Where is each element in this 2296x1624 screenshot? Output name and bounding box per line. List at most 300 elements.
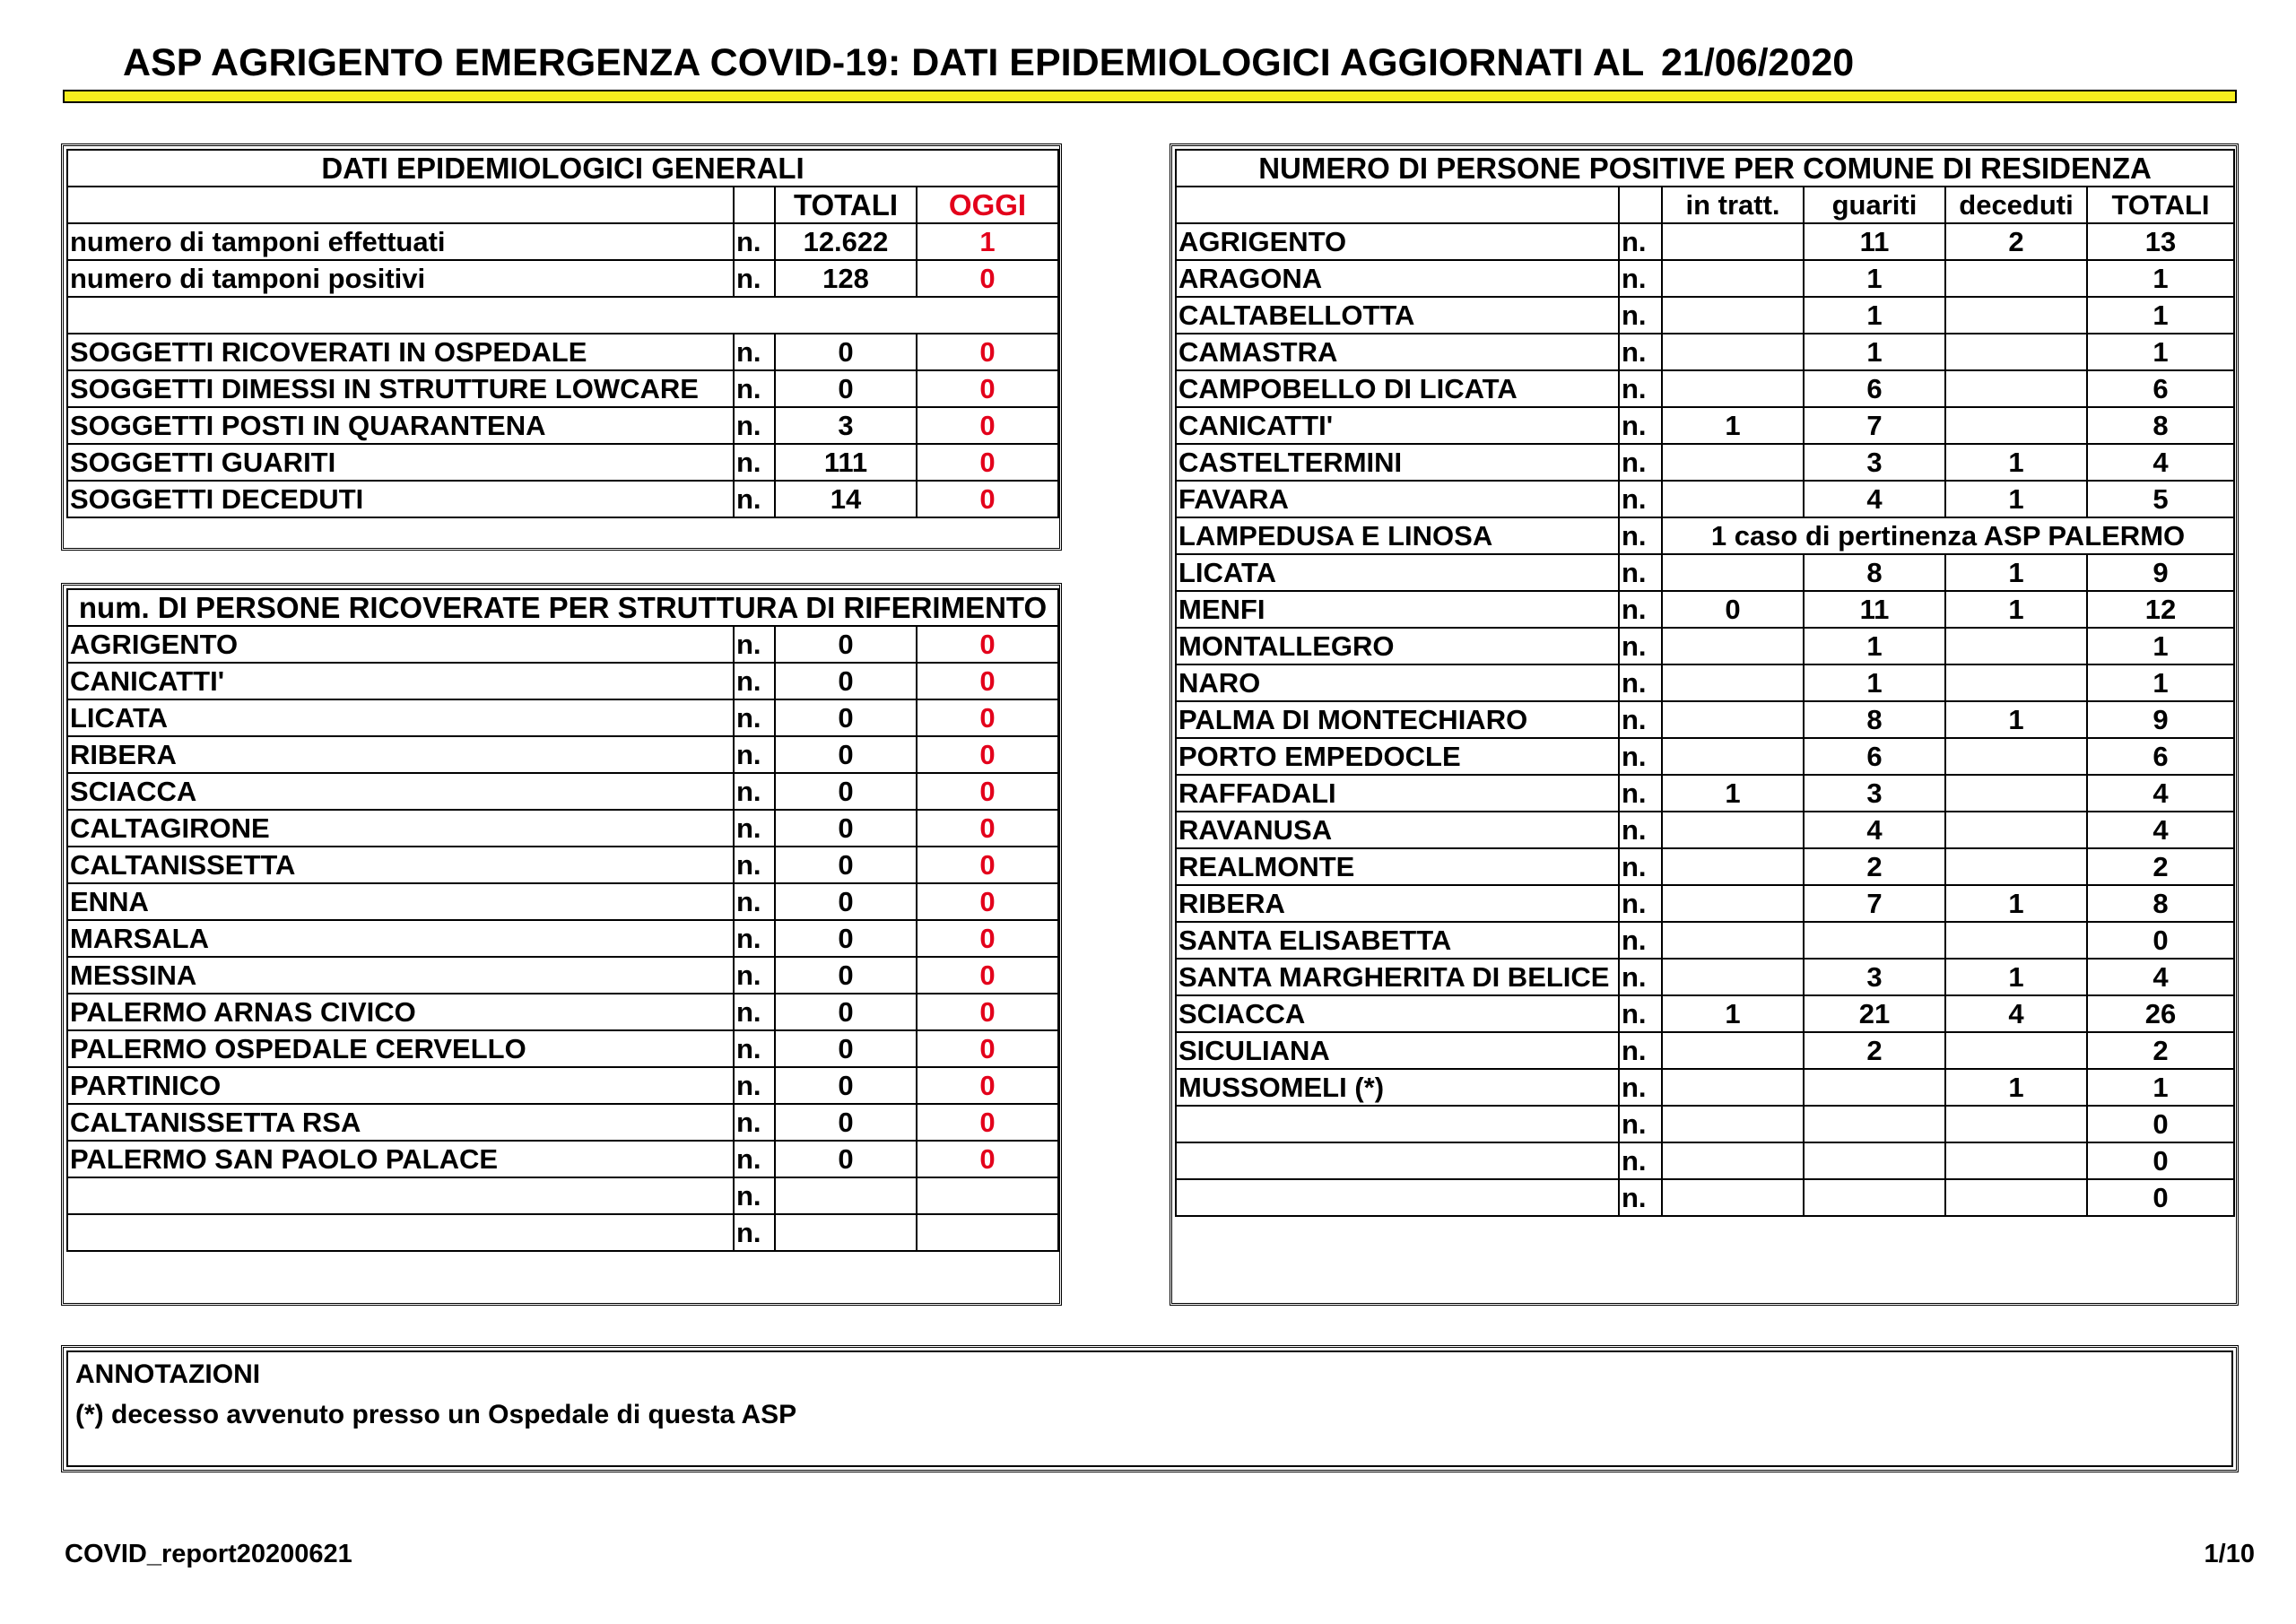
oggi-value: 0 [917,481,1058,517]
guariti-value [1804,922,1945,959]
deceduti-value [1945,628,2087,664]
table-row [67,699,1058,736]
oggi-value: 0 [917,1030,1058,1067]
col-deceduti-header: deceduti [1945,187,2087,223]
row-label: SOGGETTI RICOVERATI IN OSPEDALE [67,334,734,370]
oggi-value: 0 [917,260,1058,297]
comune-label: NARO [1176,664,1619,701]
totali-value: 0 [775,699,917,736]
totali-value: 1 [2087,260,2234,297]
unit-label: n. [734,481,775,517]
col-in-tratt-header: in tratt. [1662,187,1804,223]
comune-label: SICULIANA [1176,1032,1619,1069]
totali-value: 0 [775,994,917,1030]
unit-label: n. [734,223,775,260]
unit-label: n. [734,626,775,663]
table-row [1176,738,2234,775]
table-row [67,847,1058,883]
row-label: PARTINICO [67,1067,734,1104]
table-row [1176,1106,2234,1142]
unit-label: n. [1619,223,1662,260]
row-label: numero di tamponi effettuati [67,223,734,260]
table-row [1176,407,2234,444]
unit-label: n. [734,444,775,481]
unit-label: n. [734,1177,775,1214]
guariti-value: 1 [1804,260,1945,297]
guariti-value: 2 [1804,1032,1945,1069]
comuni-table [1170,143,2239,1306]
comune-label: MENFI [1176,591,1619,628]
deceduti-value [1945,1032,2087,1069]
deceduti-value: 1 [1945,885,2087,922]
header-empty [67,187,734,223]
comune-label: SANTA ELISABETTA [1176,922,1619,959]
comune-label: CAMASTRA [1176,334,1619,370]
in-tratt-value [1662,1069,1804,1106]
deceduti-value [1945,370,2087,407]
oggi-value: 1 [917,223,1058,260]
row-label: CALTAGIRONE [67,810,734,847]
unit-label: n. [1619,1142,1662,1179]
in-tratt-value [1662,959,1804,995]
totali-value: 4 [2087,812,2234,848]
unit-label: n. [734,1030,775,1067]
unit-label: n. [734,663,775,699]
row-label: SOGGETTI DECEDUTI [67,481,734,517]
deceduti-value [1945,848,2087,885]
footer-filename: COVID_report20200621 [65,1540,352,1568]
in-tratt-value [1662,848,1804,885]
table-row [1176,1179,2234,1216]
totali-value: 12.622 [775,223,917,260]
table-row [67,1067,1058,1104]
table-row [1176,1032,2234,1069]
row-label: CANICATTI' [67,663,734,699]
oggi-value: 0 [917,1104,1058,1141]
oggi-value: 0 [917,370,1058,407]
deceduti-value [1945,664,2087,701]
totali-value: 0 [775,957,917,994]
unit-label: n. [1619,334,1662,370]
guariti-value: 3 [1804,959,1945,995]
title-text: ASP AGRIGENTO EMERGENZA COVID-19: DATI EPIDEMIOLOGICI AGGIORNATI AL [123,41,1645,84]
table-row [1176,444,2234,481]
totali-value: 1 [2087,664,2234,701]
table-row [67,334,1058,370]
deceduti-value [1945,1142,2087,1179]
unit-label: n. [734,883,775,920]
annotations-title: ANNOTAZIONI [75,1359,261,1389]
table-row [67,883,1058,920]
oggi-value: 0 [917,773,1058,810]
unit-label: n. [734,847,775,883]
report-date: 21/06/2020 [1661,41,1855,84]
unit-label: n. [1619,517,1662,554]
guariti-value [1804,1179,1945,1216]
header-empty [1176,187,1619,223]
guariti-value: 8 [1804,554,1945,591]
in-tratt-value [1662,334,1804,370]
table-row [1176,334,2234,370]
unit-label: n. [734,1214,775,1251]
table-row [67,1177,1058,1214]
unit-label: n. [1619,775,1662,812]
unit-label: n. [1619,664,1662,701]
unit-label: n. [1619,1106,1662,1142]
deceduti-value [1945,1106,2087,1142]
totali-value: 0 [775,810,917,847]
totali-value: 2 [2087,848,2234,885]
oggi-value: 0 [917,334,1058,370]
col-guariti-header: guariti [1804,187,1945,223]
deceduti-value: 1 [1945,959,2087,995]
row-label: AGRIGENTO [67,626,734,663]
oggi-value: 0 [917,994,1058,1030]
guariti-value: 1 [1804,297,1945,334]
unit-label: n. [1619,260,1662,297]
totali-value: 3 [775,407,917,444]
unit-label: n. [1619,297,1662,334]
general-data-table [61,143,1062,551]
comune-label: LICATA [1176,554,1619,591]
guariti-value: 7 [1804,407,1945,444]
table-row [67,1141,1058,1177]
row-label: PALERMO OSPEDALE CERVELLO [67,1030,734,1067]
comune-label: CASTELTERMINI [1176,444,1619,481]
unit-label: n. [734,1141,775,1177]
totali-value: 1 [2087,1069,2234,1106]
deceduti-value: 1 [1945,701,2087,738]
unit-label: n. [1619,738,1662,775]
table-row [1176,922,2234,959]
totali-value: 0 [775,626,917,663]
oggi-value: 0 [917,407,1058,444]
totali-value [775,1177,917,1214]
row-label: MARSALA [67,920,734,957]
oggi-value: 0 [917,1067,1058,1104]
unit-label: n. [734,370,775,407]
in-tratt-value [1662,701,1804,738]
comune-label: CALTABELLOTTA [1176,297,1619,334]
oggi-value: 0 [917,699,1058,736]
deceduti-value: 1 [1945,1069,2087,1106]
comune-label [1176,1106,1619,1142]
table-row [1176,848,2234,885]
unit-label: n. [734,407,775,444]
oggi-value: 0 [917,810,1058,847]
row-label: SOGGETTI GUARITI [67,444,734,481]
comune-label: LAMPEDUSA E LINOSA [1176,517,1619,554]
unit-label: n. [734,957,775,994]
table-row [67,1214,1058,1251]
in-tratt-value [1662,260,1804,297]
comune-label: PORTO EMPEDOCLE [1176,738,1619,775]
row-label: ENNA [67,883,734,920]
totali-value: 0 [775,334,917,370]
totali-value: 26 [2087,995,2234,1032]
table-row [67,994,1058,1030]
unit-label: n. [1619,995,1662,1032]
header-empty [1619,187,1662,223]
comune-label: ARAGONA [1176,260,1619,297]
totali-value: 111 [775,444,917,481]
oggi-value [917,1177,1058,1214]
comune-label [1176,1142,1619,1179]
unit-label: n. [1619,591,1662,628]
deceduti-value [1945,297,2087,334]
unit-label: n. [1619,848,1662,885]
oggi-value: 0 [917,957,1058,994]
in-tratt-value [1662,1142,1804,1179]
comune-label: MUSSOMELI (*) [1176,1069,1619,1106]
hospital-table [61,583,1062,1306]
guariti-value: 3 [1804,444,1945,481]
totali-value: 1 [2087,334,2234,370]
unit-label: n. [734,260,775,297]
table-row [1176,664,2234,701]
table-row [1176,517,2234,554]
unit-label: n. [1619,1032,1662,1069]
table-row [1176,1069,2234,1106]
oggi-value: 0 [917,1141,1058,1177]
in-tratt-value: 1 [1662,775,1804,812]
totali-value: 8 [2087,407,2234,444]
in-tratt-value [1662,481,1804,517]
guariti-value [1804,1142,1945,1179]
spacer-row [67,297,1058,334]
totali-value: 4 [2087,444,2234,481]
totali-value: 0 [2087,1142,2234,1179]
oggi-value: 0 [917,736,1058,773]
totali-value: 0 [775,920,917,957]
guariti-value: 11 [1804,591,1945,628]
in-tratt-value: 1 [1662,995,1804,1032]
table-row [67,444,1058,481]
totali-value: 6 [2087,738,2234,775]
unit-label: n. [734,810,775,847]
guariti-value: 8 [1804,701,1945,738]
row-label: MESSINA [67,957,734,994]
in-tratt-value [1662,1106,1804,1142]
totali-value: 0 [775,1030,917,1067]
totali-value: 9 [2087,554,2234,591]
totali-value: 0 [2087,1106,2234,1142]
comune-label: MONTALLEGRO [1176,628,1619,664]
table-row [67,773,1058,810]
totali-value: 4 [2087,775,2234,812]
guariti-value [1804,1069,1945,1106]
totali-value: 0 [775,370,917,407]
table-row [1176,628,2234,664]
guariti-value: 21 [1804,995,1945,1032]
totali-value: 5 [2087,481,2234,517]
guariti-value: 4 [1804,812,1945,848]
unit-label: n. [734,994,775,1030]
table-row [1176,481,2234,517]
table-row [1176,959,2234,995]
hospital-table-title: num. DI PERSONE RICOVERATE PER STRUTTURA DI RIFERIMENTO [67,589,1058,626]
comune-label: CAMPOBELLO DI LICATA [1176,370,1619,407]
deceduti-value [1945,407,2087,444]
in-tratt-value: 0 [1662,591,1804,628]
totali-value: 1 [2087,297,2234,334]
totali-value: 0 [775,1067,917,1104]
guariti-value: 6 [1804,370,1945,407]
unit-label: n. [1619,407,1662,444]
table-row [1176,297,2234,334]
table-row [1176,885,2234,922]
in-tratt-value [1662,223,1804,260]
table-row [1176,370,2234,407]
in-tratt-value: 1 [1662,407,1804,444]
totali-value: 4 [2087,959,2234,995]
in-tratt-value [1662,885,1804,922]
totali-value: 0 [775,1141,917,1177]
in-tratt-value [1662,297,1804,334]
totali-value: 0 [2087,1179,2234,1216]
unit-label: n. [734,334,775,370]
totali-value: 8 [2087,885,2234,922]
oggi-value: 0 [917,920,1058,957]
table-row [67,663,1058,699]
table-row [1176,223,2234,260]
col-totali-header: TOTALI [775,187,917,223]
row-label: PALERMO ARNAS CIVICO [67,994,734,1030]
guariti-value: 1 [1804,334,1945,370]
comune-label: AGRIGENTO [1176,223,1619,260]
row-label: CALTANISSETTA [67,847,734,883]
title-underline-bar [63,90,2237,103]
general-table-title: DATI EPIDEMIOLOGICI GENERALI [67,150,1058,187]
totali-value: 0 [775,663,917,699]
totali-value: 0 [775,773,917,810]
unit-label: n. [1619,959,1662,995]
in-tratt-value [1662,554,1804,591]
table-row [1176,701,2234,738]
unit-label: n. [734,736,775,773]
deceduti-value: 2 [1945,223,2087,260]
unit-label: n. [734,699,775,736]
footer-page-number: 1/10 [2204,1540,2255,1568]
table-row [67,810,1058,847]
totali-value: 0 [2087,922,2234,959]
totali-value: 128 [775,260,917,297]
comune-label: SCIACCA [1176,995,1619,1032]
deceduti-value [1945,738,2087,775]
totali-value: 0 [775,883,917,920]
totali-value: 6 [2087,370,2234,407]
col-oggi-header: OGGI [917,187,1058,223]
table-row [67,736,1058,773]
unit-label: n. [734,1104,775,1141]
deceduti-value [1945,260,2087,297]
table-row [1176,995,2234,1032]
totali-value [775,1214,917,1251]
oggi-value: 0 [917,883,1058,920]
in-tratt-value [1662,628,1804,664]
unit-label: n. [734,920,775,957]
unit-label: n. [1619,444,1662,481]
comune-label: PALMA DI MONTECHIARO [1176,701,1619,738]
oggi-value [917,1214,1058,1251]
annotations-box [61,1345,2239,1472]
unit-label: n. [1619,885,1662,922]
table-row [67,920,1058,957]
totali-value: 0 [775,847,917,883]
totali-value: 14 [775,481,917,517]
table-row [1176,775,2234,812]
row-label: LICATA [67,699,734,736]
row-label: numero di tamponi positivi [67,260,734,297]
table-row [1176,554,2234,591]
comune-label: REALMONTE [1176,848,1619,885]
row-label: SOGGETTI DIMESSI IN STRUTTURE LOWCARE [67,370,734,407]
in-tratt-value [1662,1032,1804,1069]
table-row [1176,1142,2234,1179]
table-row [1176,812,2234,848]
totali-value: 0 [775,736,917,773]
deceduti-value: 1 [1945,554,2087,591]
table-row [67,370,1058,407]
guariti-value [1804,1106,1945,1142]
row-label: SCIACCA [67,773,734,810]
oggi-value: 0 [917,626,1058,663]
guariti-value: 4 [1804,481,1945,517]
unit-label: n. [734,773,775,810]
deceduti-value [1945,1179,2087,1216]
totali-value: 2 [2087,1032,2234,1069]
row-label: PALERMO SAN PAOLO PALACE [67,1141,734,1177]
table-row [67,1104,1058,1141]
comune-label: FAVARA [1176,481,1619,517]
table-row [67,1030,1058,1067]
in-tratt-value [1662,370,1804,407]
unit-label: n. [1619,481,1662,517]
unit-label: n. [1619,812,1662,848]
comune-label: RIBERA [1176,885,1619,922]
comune-label [1176,1179,1619,1216]
col-totali-header: TOTALI [2087,187,2234,223]
comune-label: RAFFADALI [1176,775,1619,812]
deceduti-value: 1 [1945,481,2087,517]
oggi-value: 0 [917,847,1058,883]
guariti-value: 6 [1804,738,1945,775]
deceduti-value [1945,812,2087,848]
in-tratt-value [1662,444,1804,481]
table-row [67,407,1058,444]
comune-label: RAVANUSA [1176,812,1619,848]
guariti-value: 2 [1804,848,1945,885]
table-row [67,957,1058,994]
deceduti-value [1945,775,2087,812]
in-tratt-value [1662,812,1804,848]
table-row [67,626,1058,663]
report-title [123,38,2186,88]
unit-label: n. [1619,628,1662,664]
unit-label: n. [1619,1069,1662,1106]
in-tratt-value [1662,738,1804,775]
table-row [67,223,1058,260]
guariti-value: 11 [1804,223,1945,260]
totali-value: 9 [2087,701,2234,738]
table-row [67,481,1058,517]
deceduti-value [1945,922,2087,959]
deceduti-value: 1 [1945,591,2087,628]
in-tratt-value [1662,922,1804,959]
unit-label: n. [734,1067,775,1104]
annotations-text: (*) decesso avvenuto presso un Ospedale di questa ASP [75,1400,797,1429]
guariti-value: 1 [1804,628,1945,664]
